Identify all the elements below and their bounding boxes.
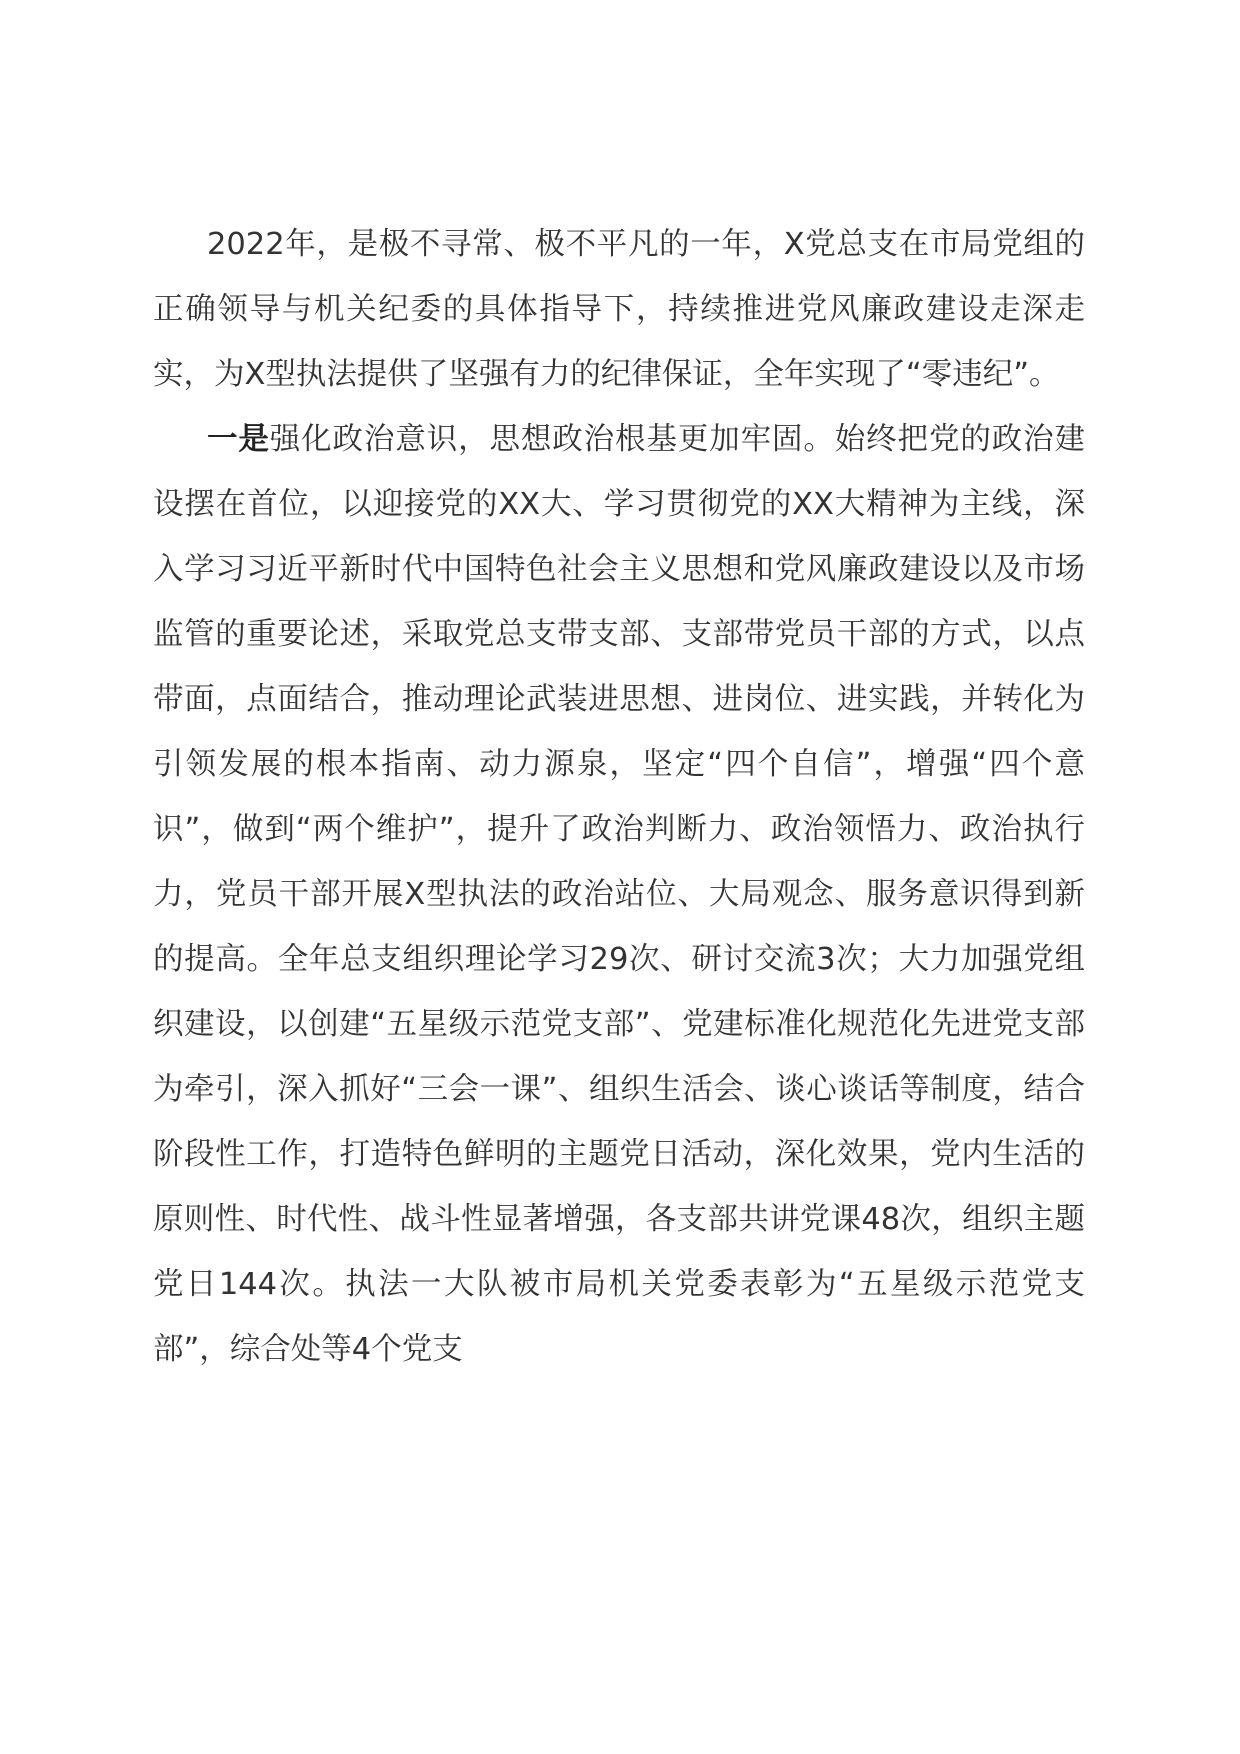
paragraph-intro: [153, 212, 1085, 407]
paragraph-intro-text: 2022年，是极不寻常、极不平凡的一年，X党总支在市局党组的正确领导与机关纪委的具体指导下，持续推进党风廉政建设走深走实，为X型执法提供了坚强有力的纪律保证，全年实现了“零违纪”。: [153, 227, 1085, 392]
document-body: [153, 212, 1085, 1382]
paragraph-point-one: [153, 407, 1085, 1382]
paragraph-point-one-text: 强化政治意识，思想政治根基更加牢固。始终把党的政治建设摆在首位，以迎接党的XX大、学习贯彻党的XX大精神为主线，深入学习习近平新时代中国特色社会主义思想和党风廉政建设以及市场监管的重要论述，采取党总支带支部、支部带党员干部的方式，以点带面，点面结合，推动理论武装进思想、进岗位、进实践，并转化为引领发展的根本指南、动力源泉，坚定“四个自信”，增强“四个意识”，做到“两个维护”，提升了政治判断力、政治领悟力、政治执行力，党员干部开展X型执法的政治站位、大局观念、服务意识得到新的提高。全年总支组织理论学习29次、研讨交流3次；大力加强党组织建设，以创建“五星级示范党支部”、党建标准化规范化先进党支部为牵引，深入抓好“三会一课”、组织生活会、谈心谈话等制度，结合阶段性工作，打造特色鲜明的主题党日活动，深化效果，党内生活的原则性、时代性、战斗性显著增强，各支部共讲党课48次，组织主题党日144次。执法一大队被市局机关党委表彰为“五星级示范党支部”，综合处等4个党支: [153, 422, 1086, 1367]
paragraph-point-one-lead: 一是: [207, 422, 270, 457]
